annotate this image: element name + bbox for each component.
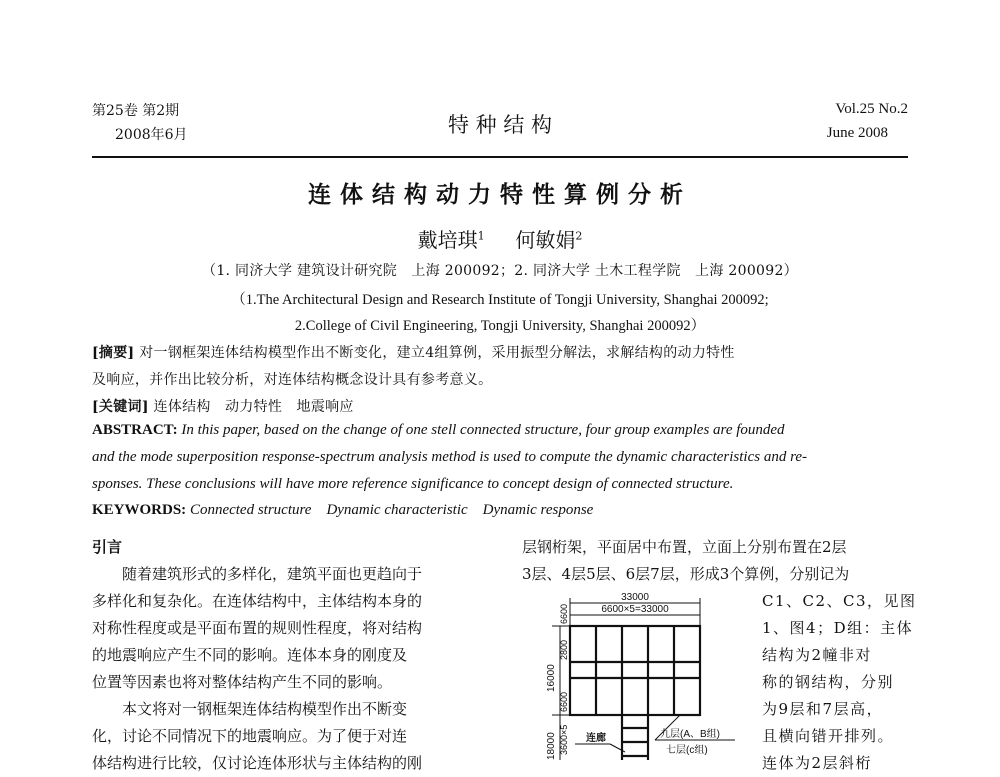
keywords-en: Connected structure Dynamic characteristic Dynamic response [189,502,594,518]
abstract-en-text: In this paper, based on the change of one stell connected structure, four group examples are founded [181,422,785,438]
volume-issue-en: Vol.25 No.2 [835,101,908,117]
abstract-en-text-3: sponses. These conclusions will have more reference significance to concept design of connected structure. [92,476,734,492]
left-column [92,534,502,772]
affiliation-en-2: 2.College of Civil Engineering, Tongji University, Shanghai 200092） [294,318,706,334]
abstract-cn-text-2: 及响应，并作出比较分析，对连体结构概念设计具有参考意义。 [92,372,493,388]
dimension-lower-total: 18000 [546,732,557,760]
header-rule [92,156,908,158]
dimension-bays: 6600×5=33000 [601,604,669,615]
dimension-mid: 2800 [559,639,569,660]
author-affiliation-mark: 1 [477,229,485,243]
paragraph-line: 连体为2层斜桁 [762,754,873,772]
abstract-en-text-2: and the mode superposition response-spectrum analysis method is used to compute the dynamic characteristics and re- [92,449,808,465]
author-name: 何敏娟 [515,228,576,252]
label-corridor: 连廊 [586,733,606,744]
paragraph-line: 的地震响应产生不同的影响。连体本身的刚度及 [92,646,408,664]
dimension-bottom: 6600 [559,691,569,712]
label-seven-storey: 七层(c组) [666,745,708,756]
section-heading: 引言 [92,538,123,556]
abstract-en-line [92,422,785,439]
right-column-top [522,534,922,588]
paragraph-line: 本文将对一钢框架连体结构模型作出不断变 [122,700,408,718]
right-column-wrap [762,588,917,772]
paragraph-line: 位置等因素也将对整体结构产生不同的影响。 [92,673,393,691]
author-name: 戴培琪 [417,228,478,252]
abstract-cn-label: [摘要] [92,345,135,361]
affiliation-en-1: （1.The Architectural Design and Research Institute of Tongji University, Shanghai 200092; [231,292,769,308]
keywords-cn-line [92,396,354,416]
paragraph-line: 化，讨论不同情况下的地震响应。为了便于对连 [92,727,408,745]
structure-plan-figure [530,590,758,760]
label-nine-storey: 九层(A、B组) [660,729,720,740]
paragraph-line: 3层、4层5层、6层7层，形成3个算例，分别记为 [522,565,850,583]
paragraph-line: 对称性程度或是平面布置的规则性程度，将对结构 [92,619,423,637]
abstract-cn-text: 对一钢框架连体结构模型作出不断变化，建立4组算例，采用振型分解法，求解结构的动力特性 [139,345,735,361]
paragraph-line: C1、C2、C3，见图 [762,592,917,610]
article-title: 连体结构动力特性算例分析 [308,182,692,208]
abstract-en-label: ABSTRACT: [92,422,178,438]
dimension-top: 6600 [559,603,569,624]
paragraph-line: 1、图4；D组：主体 [762,619,914,637]
keywords-cn: 连体结构 动力特性 地震响应 [153,399,354,415]
dimension-upper-total: 16000 [546,664,557,692]
volume-issue-cn: 第25卷 第2期 [92,103,180,119]
keywords-en-line [92,502,593,519]
paragraph-line: 随着建筑形式的多样化，建筑平面也更趋向于 [122,565,423,583]
paragraph-line: 称的钢结构，分别 [762,673,895,691]
dimension-total: 33000 [621,592,649,603]
journal-name: 特 种 结 构 [447,113,553,137]
abstract-cn-line [92,342,735,362]
date-en: June 2008 [826,125,888,141]
paragraph-line: 体结构进行比较，仅讨论连体形状与主体结构的刚 [92,754,423,772]
dimension-lower-bays: 3600×5 [559,724,569,755]
date-cn: 2008年6月 [115,127,188,143]
keywords-cn-label: [关键词] [92,399,149,415]
paragraph-line: 结构为2幢非对 [762,646,873,664]
authors [0,224,1000,253]
paragraph-line: 层钢桁架，平面居中布置，立面上分别布置在2层 [522,538,847,556]
paragraph-line: 为9层和7层高， [762,700,884,718]
keywords-en-label: KEYWORDS: [92,502,187,518]
author-affiliation-mark: 2 [575,229,583,243]
affiliation-cn: （1. 同济大学 建筑设计研究院 上海 200092；2. 同济大学 土木工程学院 上海 200092） [202,263,798,279]
paragraph-line: 多样化和复杂化。在连体结构中，主体结构本身的 [92,592,423,610]
paragraph-line: 且横向错开排列。 [762,727,895,745]
